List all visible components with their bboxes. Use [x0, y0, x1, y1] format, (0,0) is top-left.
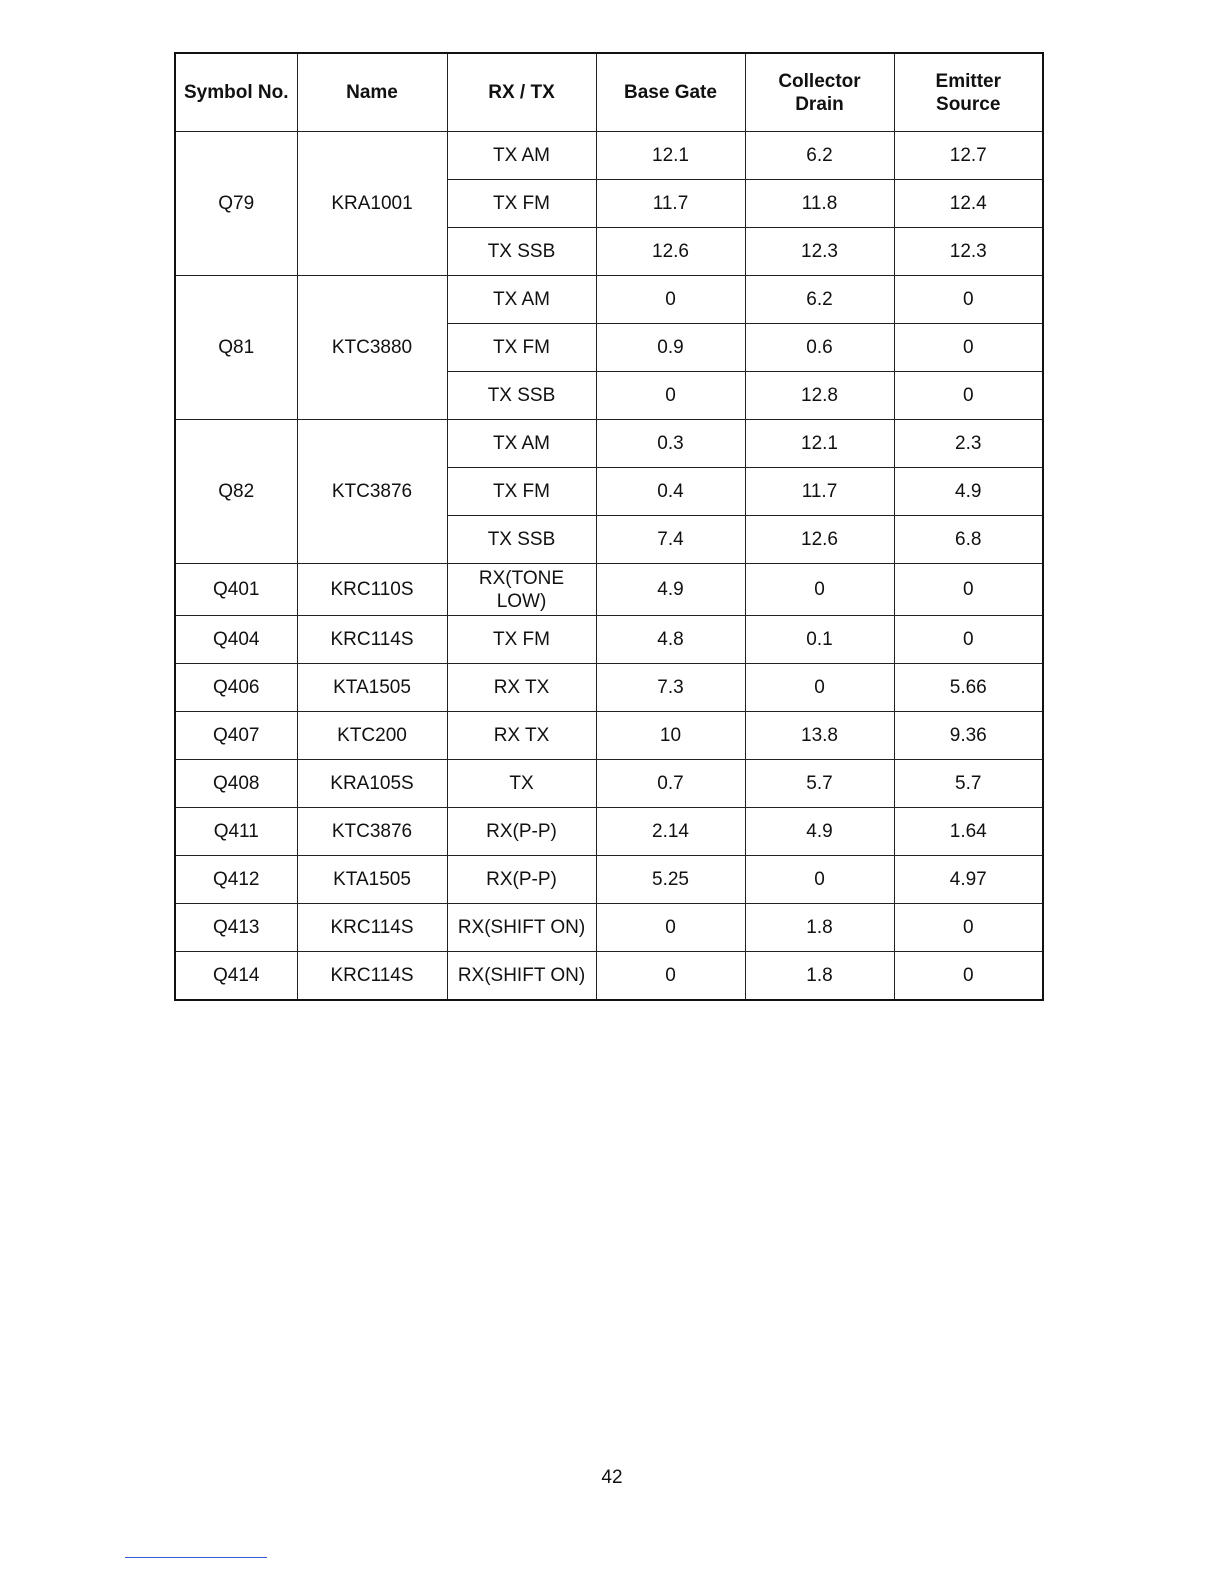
cell-emitter-source: 0 [894, 952, 1043, 1000]
cell-symbol: Q406 [175, 664, 297, 712]
cell-symbol: Q401 [175, 564, 297, 616]
cell-base-gate: 12.6 [596, 228, 745, 276]
cell-base-gate: 12.1 [596, 132, 745, 180]
cell-rx-tx: TX AM [447, 276, 596, 324]
cell-emitter-source: 4.97 [894, 856, 1043, 904]
cell-rx-tx: TX SSB [447, 228, 596, 276]
cell-base-gate: 4.8 [596, 616, 745, 664]
cell-rx-tx: TX FM [447, 324, 596, 372]
table-row [175, 132, 1043, 180]
header-rx-tx: RX / TX [447, 53, 596, 132]
cell-symbol: Q411 [175, 808, 297, 856]
cell-collector-drain: 12.3 [745, 228, 894, 276]
cell-rx-tx: TX AM [447, 132, 596, 180]
cell-rx-tx: RX TX [447, 664, 596, 712]
cell-emitter-source: 0 [894, 276, 1043, 324]
cell-base-gate: 5.25 [596, 856, 745, 904]
cell-name: KRA1001 [297, 132, 447, 276]
cell-symbol: Q407 [175, 712, 297, 760]
cell-emitter-source: 2.3 [894, 420, 1043, 468]
table-row [175, 808, 1043, 856]
cell-collector-drain: 12.6 [745, 516, 894, 564]
cell-rx-tx: RX(P-P) [447, 856, 596, 904]
cell-collector-drain: 12.1 [745, 420, 894, 468]
cell-collector-drain: 1.8 [745, 904, 894, 952]
header-name: Name [297, 53, 447, 132]
header-emitter-source: Emitter Source [894, 53, 1043, 132]
cell-rx-tx: TX SSB [447, 372, 596, 420]
cell-base-gate: 0.3 [596, 420, 745, 468]
cell-base-gate: 0.9 [596, 324, 745, 372]
cell-rx-tx: TX FM [447, 616, 596, 664]
cell-base-gate: 0 [596, 276, 745, 324]
cell-symbol: Q82 [175, 420, 297, 564]
cell-collector-drain: 12.8 [745, 372, 894, 420]
cell-name: KTC3876 [297, 808, 447, 856]
cell-symbol: Q404 [175, 616, 297, 664]
cell-emitter-source: 5.7 [894, 760, 1043, 808]
cell-emitter-source: 6.8 [894, 516, 1043, 564]
cell-base-gate: 0 [596, 952, 745, 1000]
table-row [175, 276, 1043, 324]
cell-symbol: Q412 [175, 856, 297, 904]
cell-base-gate: 11.7 [596, 180, 745, 228]
cell-collector-drain: 0.6 [745, 324, 894, 372]
cell-emitter-source: 12.4 [894, 180, 1043, 228]
cell-emitter-source: 0 [894, 372, 1043, 420]
cell-collector-drain: 5.7 [745, 760, 894, 808]
cell-collector-drain: 11.8 [745, 180, 894, 228]
cell-emitter-source: 1.64 [894, 808, 1043, 856]
cell-base-gate: 0.7 [596, 760, 745, 808]
table-header-row [175, 53, 1043, 132]
header-base-gate: Base Gate [596, 53, 745, 132]
cell-rx-tx: RX(SHIFT ON) [447, 952, 596, 1000]
cell-collector-drain: 11.7 [745, 468, 894, 516]
cell-emitter-source: 4.9 [894, 468, 1043, 516]
cell-name: KTC200 [297, 712, 447, 760]
cell-base-gate: 0.4 [596, 468, 745, 516]
cell-base-gate: 7.3 [596, 664, 745, 712]
cell-base-gate: 7.4 [596, 516, 745, 564]
cell-collector-drain: 6.2 [745, 276, 894, 324]
cell-name: KRC110S [297, 564, 447, 616]
table-row [175, 420, 1043, 468]
table-row [175, 952, 1043, 1000]
cell-emitter-source: 0 [894, 904, 1043, 952]
cell-rx-tx: RX TX [447, 712, 596, 760]
table-row [175, 856, 1043, 904]
cell-rx-tx: TX AM [447, 420, 596, 468]
cell-collector-drain: 0 [745, 856, 894, 904]
table-body [175, 132, 1043, 1000]
cell-rx-tx: TX [447, 760, 596, 808]
cell-collector-drain: 4.9 [745, 808, 894, 856]
cell-rx-tx: TX SSB [447, 516, 596, 564]
cell-emitter-source: 0 [894, 616, 1043, 664]
cell-collector-drain: 0 [745, 564, 894, 616]
cell-collector-drain: 0.1 [745, 616, 894, 664]
cell-emitter-source: 5.66 [894, 664, 1043, 712]
cell-base-gate: 4.9 [596, 564, 745, 616]
header-symbol-no: Symbol No. [175, 53, 297, 132]
cell-name: KTC3880 [297, 276, 447, 420]
table-row [175, 664, 1043, 712]
cell-rx-tx: TX FM [447, 180, 596, 228]
cell-name: KRA105S [297, 760, 447, 808]
cell-collector-drain: 0 [745, 664, 894, 712]
cell-symbol: Q414 [175, 952, 297, 1000]
cell-rx-tx: RX(SHIFT ON) [447, 904, 596, 952]
footer-rule [125, 1557, 267, 1558]
voltage-table [174, 52, 1044, 1001]
cell-rx-tx: RX(P-P) [447, 808, 596, 856]
cell-name: KTA1505 [297, 664, 447, 712]
cell-rx-tx: TX FM [447, 468, 596, 516]
cell-name: KRC114S [297, 904, 447, 952]
cell-emitter-source: 12.3 [894, 228, 1043, 276]
cell-name: KTA1505 [297, 856, 447, 904]
table-row [175, 904, 1043, 952]
cell-collector-drain: 6.2 [745, 132, 894, 180]
cell-symbol: Q408 [175, 760, 297, 808]
cell-name: KRC114S [297, 616, 447, 664]
cell-rx-tx: RX(TONE LOW) [447, 564, 596, 616]
header-collector-drain: Collector Drain [745, 53, 894, 132]
cell-base-gate: 10 [596, 712, 745, 760]
page-number: 42 [601, 1467, 623, 1488]
cell-collector-drain: 1.8 [745, 952, 894, 1000]
cell-base-gate: 2.14 [596, 808, 745, 856]
cell-symbol: Q81 [175, 276, 297, 420]
table-row [175, 564, 1043, 616]
cell-emitter-source: 12.7 [894, 132, 1043, 180]
cell-base-gate: 0 [596, 904, 745, 952]
table-row [175, 760, 1043, 808]
table-row [175, 712, 1043, 760]
cell-collector-drain: 13.8 [745, 712, 894, 760]
cell-emitter-source: 0 [894, 324, 1043, 372]
cell-symbol: Q79 [175, 132, 297, 276]
table-row [175, 616, 1043, 664]
cell-emitter-source: 0 [894, 564, 1043, 616]
cell-base-gate: 0 [596, 372, 745, 420]
cell-symbol: Q413 [175, 904, 297, 952]
cell-emitter-source: 9.36 [894, 712, 1043, 760]
cell-name: KTC3876 [297, 420, 447, 564]
cell-name: KRC114S [297, 952, 447, 1000]
